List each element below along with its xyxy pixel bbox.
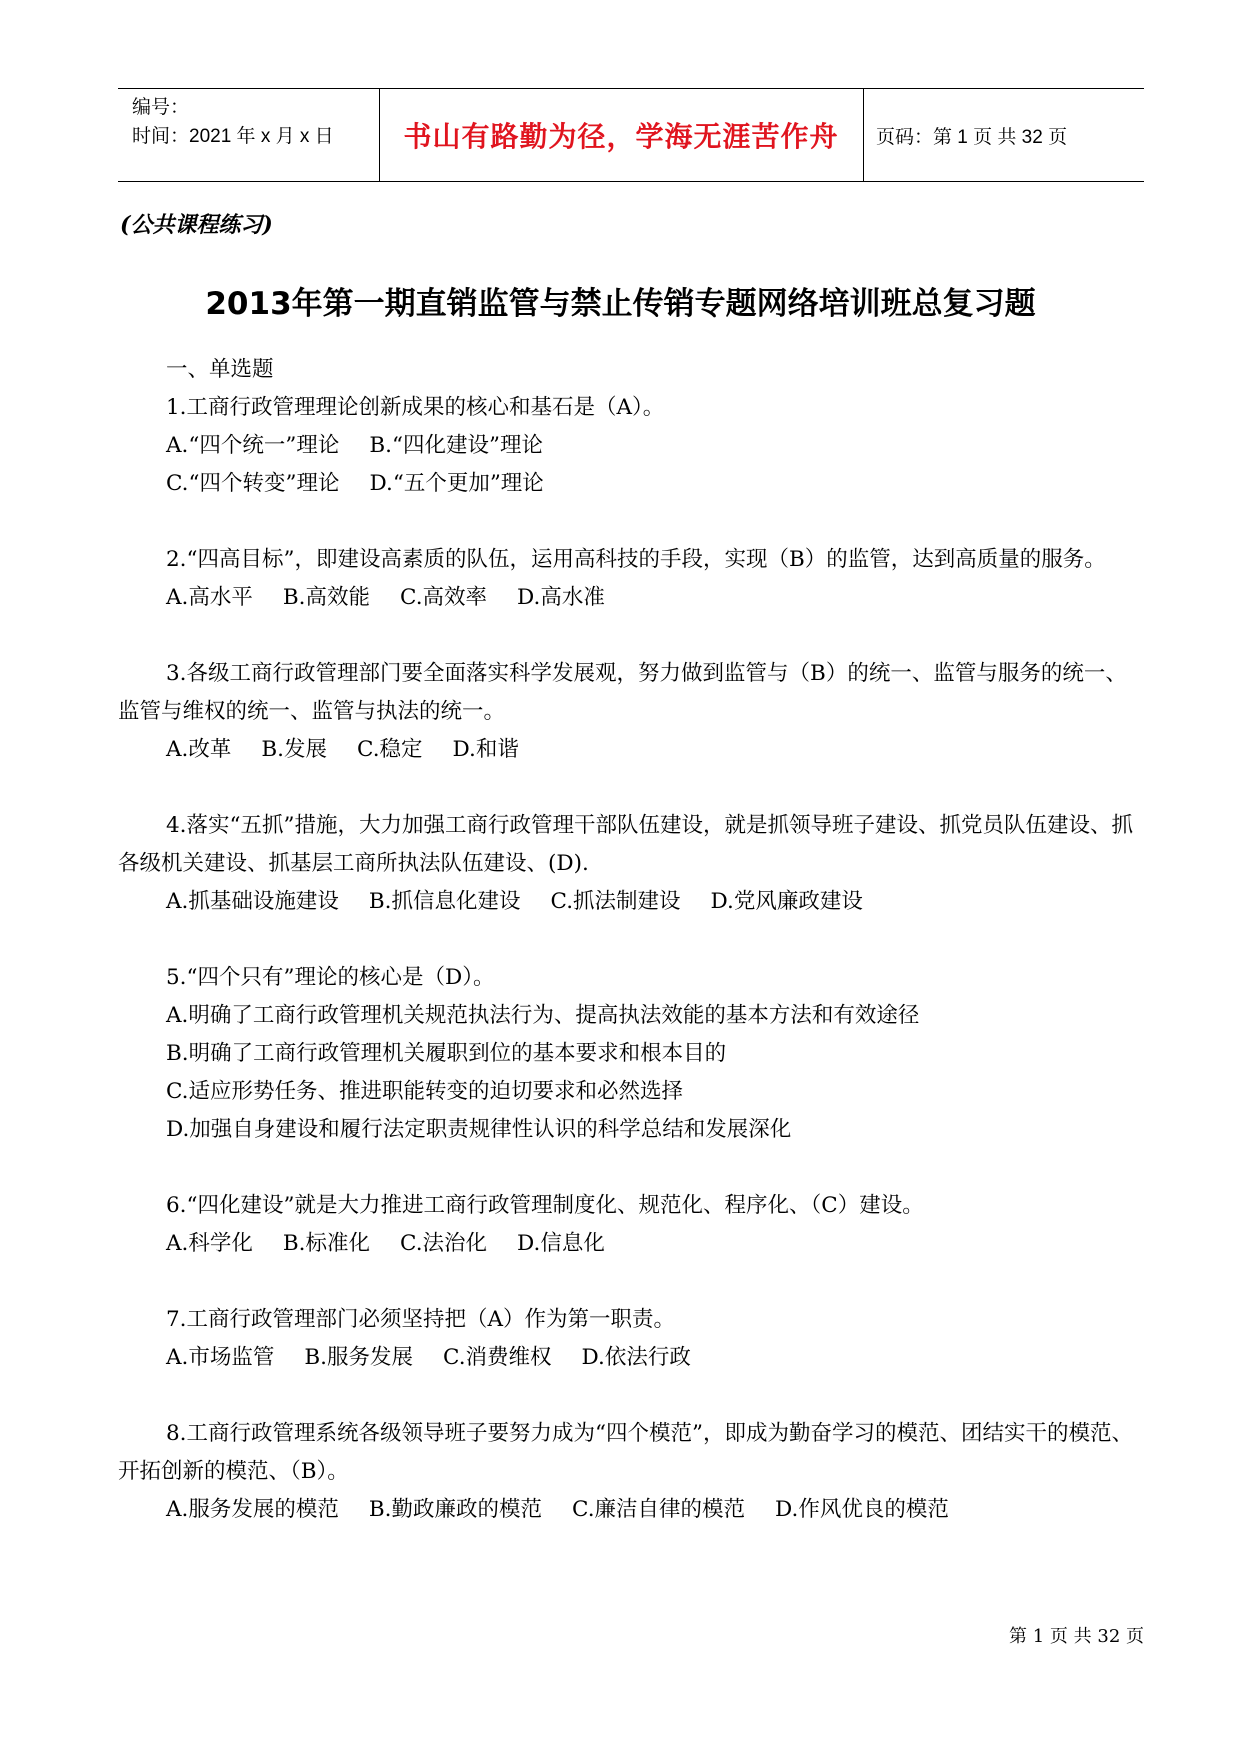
question-stem: 2.“四高目标”，即建设高素质的队伍，运用高科技的手段，实现（B）的监管，达到高质量的服务。 [166, 547, 1106, 572]
option: D.“五个更加”理论 [369, 471, 544, 496]
option: B.抓信息化建设 [368, 889, 521, 914]
option: C.消费维权 [443, 1345, 552, 1370]
page-header [118, 88, 1144, 182]
question-stem: 6.“四化建设”就是大力推进工商行政管理制度化、规范化、程序化、（C）建设。 [166, 1193, 924, 1218]
option: C.抓法制建设 [550, 889, 681, 914]
question-stem: 1.工商行政管理理论创新成果的核心和基石是（A）。 [166, 395, 665, 420]
header-number: 编号： [132, 97, 190, 118]
option: D.和谐 [452, 737, 519, 762]
option: B.明确了工商行政管理机关履职到位的基本要求和根本目的 [166, 1041, 727, 1066]
option: C.“四个转变”理论 [166, 471, 340, 496]
option: C.法治化 [400, 1231, 488, 1256]
option: A.市场监管 [166, 1345, 275, 1370]
option: D.信息化 [517, 1231, 605, 1256]
option: A.明确了工商行政管理机关规范执法行为、提高执法效能的基本方法和有效途径 [166, 1003, 920, 1028]
option: A.“四个统一”理论 [166, 433, 340, 458]
option-row [118, 1225, 1144, 1263]
option: A.抓基础设施建设 [166, 889, 339, 914]
header-divider [863, 89, 864, 181]
subtitle: (公共课程练习) [120, 212, 273, 238]
option: B.服务发展 [304, 1345, 414, 1370]
header-page-info: 页码：第 1 页 共 32 页 [876, 126, 1068, 148]
page-title: 2013年第一期直销监管与禁止传销专题网络培训班总复习题 [205, 286, 1036, 322]
question-stem: 5.“四个只有”理论的核心是（D）。 [166, 965, 495, 990]
option-row [118, 1339, 1144, 1377]
option: C.廉洁自律的模范 [572, 1497, 746, 1522]
option: C.稳定 [357, 737, 423, 762]
option-row [118, 1491, 1144, 1529]
page-footer: 第 1 页 共 32 页 [1009, 1626, 1144, 1647]
option-row [118, 465, 1144, 503]
option: D.加强自身建设和履行法定职责规律性认识的科学总结和发展深化 [166, 1117, 792, 1142]
option: B.勤政廉政的模范 [368, 1497, 543, 1522]
question-stem: 7.工商行政管理部门必须坚持把（A）作为第一职责。 [166, 1307, 676, 1332]
option: A.改革 [166, 737, 232, 762]
option-row [118, 883, 1144, 921]
question-stem: 8.工商行政管理系统各级领导班子要努力成为“四个模范”，即成为勤奋学习的模范、团结实干的模范、开拓创新的模范、（B）。 [118, 1421, 1134, 1484]
option-row [118, 427, 1144, 465]
option: D.作风优良的模范 [775, 1497, 949, 1522]
option: A.科学化 [166, 1231, 253, 1256]
section-heading: 一、单选题 [166, 357, 274, 382]
option: B.标准化 [282, 1231, 371, 1256]
option-row [118, 731, 1144, 769]
option: B.高效能 [282, 585, 371, 610]
question-stem: 4.落实“五抓”措施，大力加强工商行政管理干部队伍建设，就是抓领导班子建设、抓党员队伍建设、抓各级机关建设、抓基层工商所执法队伍建设、(D). [118, 813, 1134, 876]
question-list [118, 351, 1144, 1529]
header-meta [132, 93, 372, 151]
option: A.高水平 [166, 585, 253, 610]
option: A.服务发展的模范 [166, 1497, 339, 1522]
option-row [118, 579, 1144, 617]
option: D.高水准 [517, 585, 605, 610]
option: B.“四化建设”理论 [369, 433, 543, 458]
option: C.适应形势任务、推进职能转变的迫切要求和必然选择 [166, 1079, 684, 1104]
option: D.依法行政 [581, 1345, 691, 1370]
option: C.高效率 [400, 585, 488, 610]
option: B.发展 [261, 737, 328, 762]
header-time: 时间：2021 年 x 月 x 日 [132, 126, 334, 147]
question-stem: 3.各级工商行政管理部门要全面落实科学发展观，努力做到监管与（B）的统一、监管与服务的统一、监管与维权的统一、监管与执法的统一。 [118, 661, 1127, 724]
option: D.党风廉政建设 [710, 889, 863, 914]
header-motto: 书山有路勤为径，学海无涯苦作舟 [403, 120, 839, 153]
